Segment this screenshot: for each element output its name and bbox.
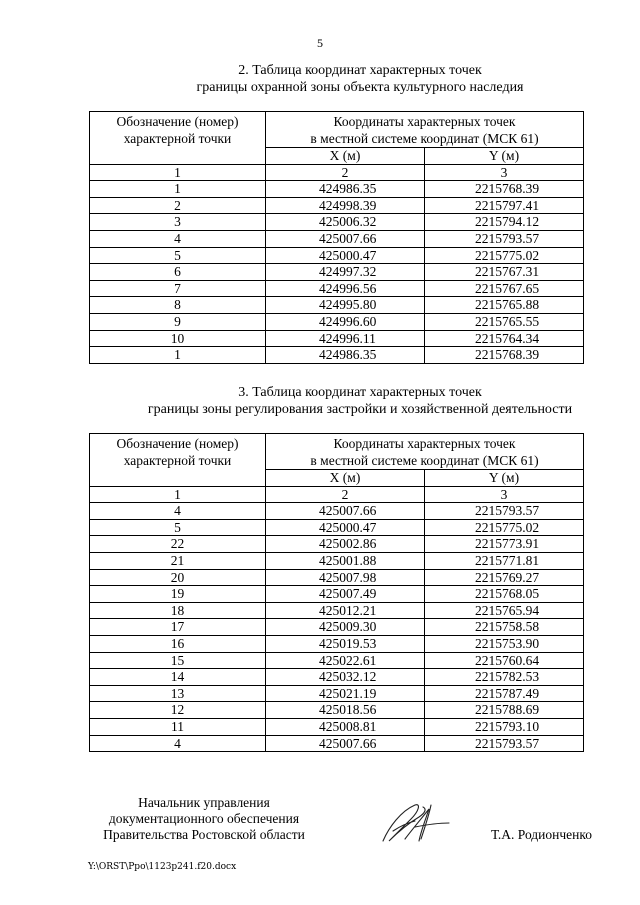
x-coordinate-cell: 425007.98 (266, 569, 425, 586)
x-coordinate-cell: 425009.30 (266, 619, 425, 636)
point-number-cell: 10 (90, 330, 266, 347)
table2-coordinates (89, 111, 584, 364)
x-coordinate-cell: 425019.53 (266, 635, 425, 652)
x-coordinate-cell: 424996.11 (266, 330, 425, 347)
table2-title (80, 62, 640, 96)
table2-header-y: Y (м) (425, 148, 584, 165)
y-coordinate-cell: 2215768.39 (425, 181, 584, 198)
table-row (90, 230, 584, 247)
table-row (90, 247, 584, 264)
table-row (90, 602, 584, 619)
table-row (90, 702, 584, 719)
y-coordinate-cell: 2215787.49 (425, 685, 584, 702)
table-row (90, 347, 584, 364)
header-point-line1: Обозначение (номер) (116, 436, 239, 451)
y-coordinate-cell: 2215788.69 (425, 702, 584, 719)
table-row (90, 635, 584, 652)
point-number-cell: 19 (90, 586, 266, 603)
point-number-cell: 11 (90, 718, 266, 735)
handwritten-signature (375, 797, 455, 849)
table-row (90, 297, 584, 314)
point-number-cell: 18 (90, 602, 266, 619)
header-coords-line1: Координаты характерных точек (333, 114, 516, 129)
y-coordinate-cell: 2215769.27 (425, 569, 584, 586)
y-coordinate-cell: 2215753.90 (425, 635, 584, 652)
header-coords-line2: в местной системе координат (МСК 61) (310, 453, 539, 468)
table3-colnum-2: 2 (266, 486, 425, 503)
x-coordinate-cell: 425007.49 (266, 586, 425, 603)
y-coordinate-cell: 2215794.12 (425, 214, 584, 231)
y-coordinate-cell: 2215793.10 (425, 718, 584, 735)
y-coordinate-cell: 2215775.02 (425, 247, 584, 264)
point-number-cell: 1 (90, 347, 266, 364)
table2-colnum-2: 2 (266, 164, 425, 181)
table-row (90, 313, 584, 330)
table-row (90, 214, 584, 231)
y-coordinate-cell: 2215768.39 (425, 347, 584, 364)
y-coordinate-cell: 2215760.64 (425, 652, 584, 669)
signatory-name: Т.А. Родионченко (491, 827, 592, 842)
header-coords-line1: Координаты характерных точек (333, 436, 516, 451)
table3-header-point (90, 434, 266, 487)
x-coordinate-cell: 424995.80 (266, 297, 425, 314)
point-number-cell: 22 (90, 536, 266, 553)
point-number-cell: 9 (90, 313, 266, 330)
point-number-cell: 2 (90, 197, 266, 214)
header-point-line2: характерной точки (123, 131, 232, 146)
table2-title-line1: 2. Таблица координат характерных точек (238, 63, 482, 78)
point-number-cell: 20 (90, 569, 266, 586)
point-number-cell: 3 (90, 214, 266, 231)
header-coords-line2: в местной системе координат (МСК 61) (310, 131, 539, 146)
x-coordinate-cell: 425018.56 (266, 702, 425, 719)
x-coordinate-cell: 425006.32 (266, 214, 425, 231)
point-number-cell: 15 (90, 652, 266, 669)
y-coordinate-cell: 2215782.53 (425, 669, 584, 686)
page-number: 5 (317, 36, 323, 50)
x-coordinate-cell: 424996.56 (266, 280, 425, 297)
table3-colnum-3: 3 (425, 486, 584, 503)
point-number-cell: 8 (90, 297, 266, 314)
signatory-line1: Начальник управления (138, 795, 270, 810)
y-coordinate-cell: 2215768.05 (425, 586, 584, 603)
x-coordinate-cell: 425000.47 (266, 519, 425, 536)
table3-title-line2: границы зоны регулирования застройки и хозяйственной деятельности (147, 402, 573, 417)
table3-colnum-1: 1 (90, 486, 266, 503)
y-coordinate-cell: 2215775.02 (425, 519, 584, 536)
x-coordinate-cell: 424986.35 (266, 347, 425, 364)
point-number-cell: 4 (90, 230, 266, 247)
signatory-line3: Правительства Ростовской области (103, 827, 305, 842)
y-coordinate-cell: 2215765.55 (425, 313, 584, 330)
x-coordinate-cell: 425001.88 (266, 552, 425, 569)
table2-header-x: X (м) (266, 148, 425, 165)
table3-title-line1: 3. Таблица координат характерных точек (238, 385, 482, 400)
table2-colnum-1: 1 (90, 164, 266, 181)
table-row (90, 669, 584, 686)
point-number-cell: 4 (90, 735, 266, 752)
table-row (90, 552, 584, 569)
table-row (90, 735, 584, 752)
table2-colnum-3: 3 (425, 164, 584, 181)
point-number-cell: 17 (90, 619, 266, 636)
y-coordinate-cell: 2215771.81 (425, 552, 584, 569)
table-row (90, 619, 584, 636)
y-coordinate-cell: 2215765.88 (425, 297, 584, 314)
point-number-cell: 6 (90, 264, 266, 281)
x-coordinate-cell: 425002.86 (266, 536, 425, 553)
x-coordinate-cell: 425007.66 (266, 503, 425, 520)
x-coordinate-cell: 425000.47 (266, 247, 425, 264)
x-coordinate-cell: 425032.12 (266, 669, 425, 686)
y-coordinate-cell: 2215793.57 (425, 503, 584, 520)
table-row (90, 197, 584, 214)
point-number-cell: 4 (90, 503, 266, 520)
table-row (90, 181, 584, 198)
y-coordinate-cell: 2215767.31 (425, 264, 584, 281)
table2-header-point (90, 112, 266, 165)
x-coordinate-cell: 425022.61 (266, 652, 425, 669)
point-number-cell: 5 (90, 519, 266, 536)
signatory-position (94, 795, 314, 843)
x-coordinate-cell: 424998.39 (266, 197, 425, 214)
y-coordinate-cell: 2215764.34 (425, 330, 584, 347)
table3-header-y: Y (м) (425, 470, 584, 487)
table3-header-coords (266, 434, 584, 470)
header-point-line1: Обозначение (номер) (116, 114, 239, 129)
table-row (90, 264, 584, 281)
point-number-cell: 14 (90, 669, 266, 686)
table-row (90, 519, 584, 536)
x-coordinate-cell: 424997.32 (266, 264, 425, 281)
x-coordinate-cell: 425007.66 (266, 230, 425, 247)
table-row (90, 280, 584, 297)
point-number-cell: 13 (90, 685, 266, 702)
table-row (90, 536, 584, 553)
x-coordinate-cell: 425012.21 (266, 602, 425, 619)
point-number-cell: 16 (90, 635, 266, 652)
file-path: Y:\ORST\Ppo\1123p241.f20.docx (88, 862, 237, 872)
x-coordinate-cell: 425021.19 (266, 685, 425, 702)
table3-coordinates (89, 433, 584, 752)
y-coordinate-cell: 2215793.57 (425, 230, 584, 247)
x-coordinate-cell: 425008.81 (266, 718, 425, 735)
header-point-line2: характерной точки (123, 453, 232, 468)
point-number-cell: 5 (90, 247, 266, 264)
table2-header-coords (266, 112, 584, 148)
signatory-line2: документационного обеспечения (108, 811, 300, 826)
table3-header-x: X (м) (266, 470, 425, 487)
x-coordinate-cell: 424996.60 (266, 313, 425, 330)
y-coordinate-cell: 2215765.94 (425, 602, 584, 619)
table-row (90, 718, 584, 735)
y-coordinate-cell: 2215793.57 (425, 735, 584, 752)
table-row (90, 569, 584, 586)
table-row (90, 503, 584, 520)
table2-title-line2: границы охранной зоны объекта культурного наследия (196, 80, 524, 95)
y-coordinate-cell: 2215773.91 (425, 536, 584, 553)
x-coordinate-cell: 425007.66 (266, 735, 425, 752)
y-coordinate-cell: 2215767.65 (425, 280, 584, 297)
point-number-cell: 21 (90, 552, 266, 569)
y-coordinate-cell: 2215758.58 (425, 619, 584, 636)
table3-title (80, 384, 640, 418)
point-number-cell: 1 (90, 181, 266, 198)
table-row (90, 330, 584, 347)
point-number-cell: 12 (90, 702, 266, 719)
table-row (90, 586, 584, 603)
point-number-cell: 7 (90, 280, 266, 297)
table-row (90, 685, 584, 702)
table-row (90, 652, 584, 669)
x-coordinate-cell: 424986.35 (266, 181, 425, 198)
y-coordinate-cell: 2215797.41 (425, 197, 584, 214)
